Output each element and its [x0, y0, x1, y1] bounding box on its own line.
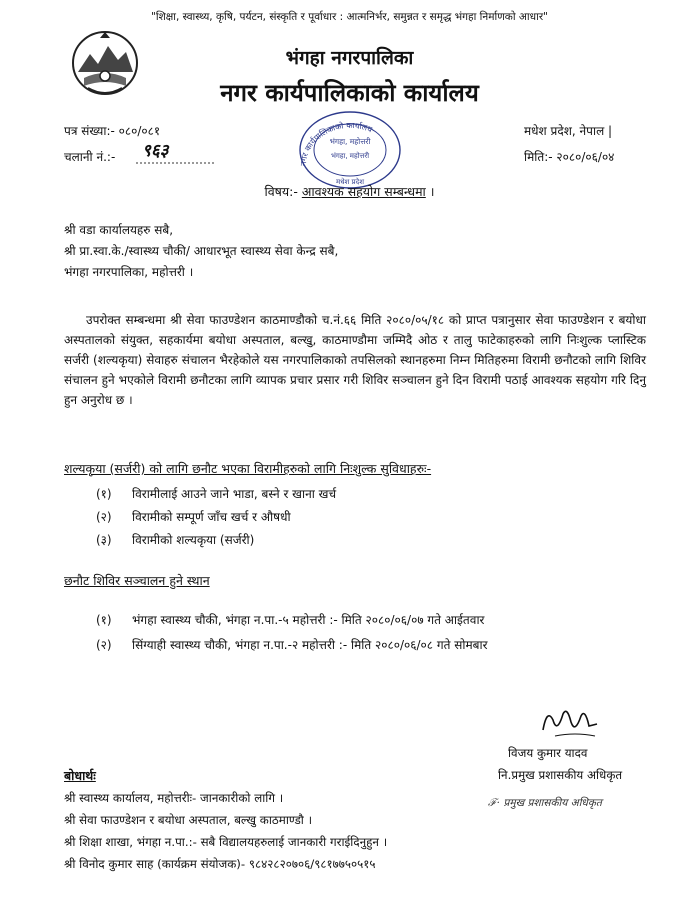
list-item: विरामीको शल्यकृया (सर्जरी) — [132, 533, 255, 547]
list-item-number: (२) — [96, 510, 112, 524]
list-item-number: (२) — [96, 638, 112, 652]
subject-end: । — [429, 184, 435, 199]
office-name: नगर कार्यपालिकाको कार्यालय — [220, 79, 479, 107]
cc-item: श्री शिक्षा शाखा, भंगहा न.पा.:- सबै विद्यालयहरुलाई जानकारी गराईदिनुहुन । — [64, 835, 388, 849]
office-stamp — [288, 106, 412, 190]
list-item: भंगहा स्वास्थ्य चौकी, भंगहा न.पा.-५ महोत्तरी :- मिति २०८०/०६/०७ गते आईतवार — [132, 613, 485, 627]
list-item-number: (३) — [96, 533, 112, 547]
cc-heading: बोधार्थः — [64, 768, 96, 783]
signatory-title: नि.प्रमुख प्रशासकीय अधिकृत — [498, 768, 623, 782]
letterhead-motto: "शिक्षा, स्वास्थ्य, कृषि, पर्यटन, संस्कृति र पूर्वाधार : आत्मनिर्भर, समुन्नत र समृद्ध भंगहा निर्माणको आधार" — [151, 11, 548, 23]
addressee-line: भंगहा नगरपालिका, महोत्तरी । — [64, 265, 194, 279]
letter-number: पत्र संख्या:- ०८०/०८१ — [64, 124, 161, 138]
facilities-heading: शल्यकृया (सर्जरी) को लागि छनौट भएका विरामीहरुको लागि निःशुल्क सुविधाहरुः- — [64, 461, 432, 476]
stamp-text-inner: भंगहा, महोत्तरी — [330, 152, 370, 160]
municipality-name: भंगहा नगरपालिका — [285, 47, 414, 69]
subject-line — [0, 183, 699, 200]
dispatch-underline — [136, 161, 216, 165]
list-item: सिंग्याही स्वास्थ्य चौकी, भंगहा न.पा.-२ महोत्तरी :- मिति २०८०/०६/०८ गते सोमबार — [132, 638, 488, 652]
addressee-line: श्री वडा कार्यालयहरु सबै, — [64, 223, 174, 237]
subject-text: आवश्यक सहयोग सम्बन्धमा — [301, 184, 426, 199]
signature — [535, 700, 605, 742]
list-item: विरामीलाई आउने जाने भाडा, बस्ने र खाना खर्च — [132, 487, 337, 501]
subject-label: विषय:- — [264, 184, 298, 199]
addressee-line: श्री प्रा.स्वा.के./स्वास्थ्य चौकी/ आधारभूत स्वास्थ्य सेवा केन्द्र सबै, — [64, 244, 339, 258]
handwritten-note-text: प्रमुख प्रशासकीय अधिकृत — [503, 797, 602, 809]
dispatch-number: ९६३ — [142, 141, 169, 161]
body-paragraph: उपरोक्त सम्बन्धमा श्री सेवा फाउण्डेशन काठमाण्डौको च.नं.६६ मिति २०८०/०५/१८ को प्राप्त पत्रानुसार सेवा फाउण्डेशन र बयोधा अस्पतालको संयुक्त, सहकार्यमा बयोधा अस्पताल, बल्खु, काठमाण्डौमा जम्मिदै ओठ र तालु फाटेकाहरुको लागि निःशुल्क प्लास्टिक सर्जरी (शल्यकृया) सेवाहरु संचालन भैरहेकोले यस नगरपालिकाको तपसिलको स्थानहरुमा निम्न मितिहरुमा विरामी छनौटको लागि शिविर संचालन हुने भएकोले विरामी छनौटका लागि व्यापक प्रचार प्रसार गरी शिविर सञ्चालन हुने दिन विरामी पठाई आवश्यक सहयोग गरि दिनु हुन अनुरोध छ । — [64, 313, 646, 407]
handwritten-note-mark: ℱ· — [488, 797, 500, 809]
cc-item: श्री विनोद कुमार साह (कार्यक्रम संयोजक)- ९८४२८२०७०६/९८१७७५०५१५ — [64, 857, 376, 871]
stamp-text-center: भंगहा, महोत्तरी — [329, 137, 371, 146]
list-item-number: (१) — [96, 487, 112, 501]
cc-item: श्री सेवा फाउण्डेशन र बयोधा अस्पताल, बल्खु काठमाण्डौ । — [64, 813, 313, 827]
list-item-number: (१) — [96, 613, 112, 627]
cc-item: श्री स्वास्थ्य कार्यालय, महोत्तरीः- जानकारीको लागि । — [64, 791, 284, 805]
camps-heading: छनौट शिविर सञ्चालन हुने स्थान — [64, 573, 210, 588]
handwritten-note — [488, 796, 602, 810]
dispatch-label: चलानी नं.:- — [64, 150, 116, 164]
letter-date: मिति:- २०८०/०६/०४ — [524, 150, 615, 164]
province: मधेश प्रदेश, नेपाल | — [524, 124, 613, 138]
stamp-text-outer: नगर कार्यपालिकाको कार्यालय — [298, 120, 374, 167]
stamp-text-bottom: मधेश प्रदेश — [336, 178, 364, 186]
signatory-name: विजय कुमार यादव — [508, 746, 588, 760]
list-item: विरामीको सम्पूर्ण जाँच खर्च र औषधी — [132, 510, 291, 524]
